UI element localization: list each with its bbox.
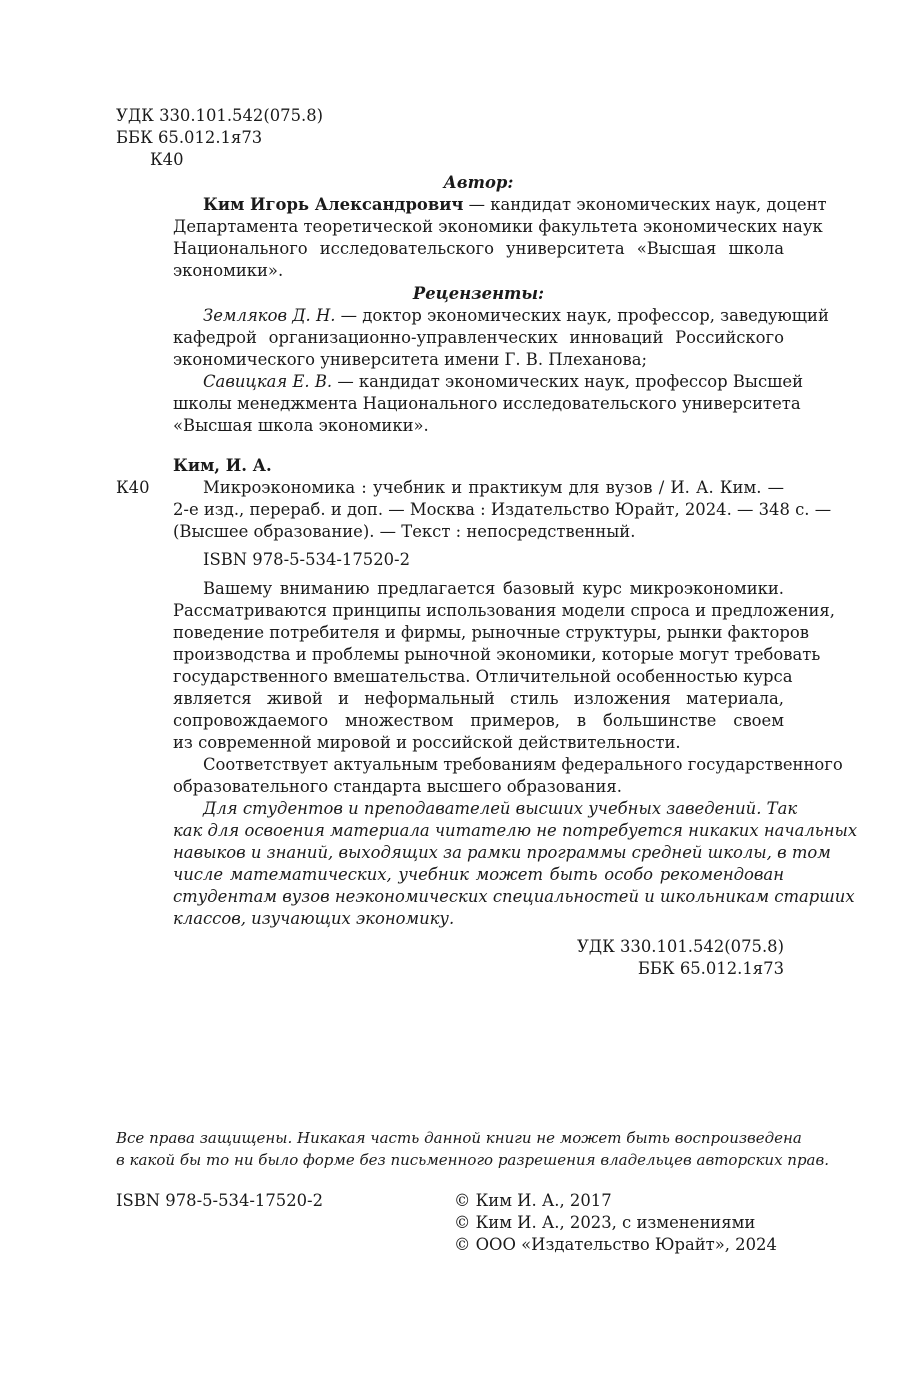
author-line-3: Национального исследовательского университета «Высшая школа xyxy=(173,239,784,258)
reviewer-1-line-2: кафедрой организационно-управленческих инноваций Российского xyxy=(173,328,784,347)
author-line-2: Департамента теоретической экономики факультета экономических наук xyxy=(173,217,823,236)
copyright-line: © Ким И. А., 2017 xyxy=(454,1191,612,1210)
reviewers-heading: Рецензенты: xyxy=(412,284,545,303)
reviewers-section xyxy=(173,283,829,437)
header-codes xyxy=(116,105,323,171)
annotation-udk: УДК 330.101.542(075.8) xyxy=(576,937,784,956)
annotation-p3-line: как для освоения материала читателю не потребуется никаких начальных xyxy=(173,821,858,840)
annotation-p3-line: числе математических, учебник может быть особо рекомендован xyxy=(173,865,784,884)
reviewer-2-line-1: Савицкая Е. В. — кандидат экономических наук, профессор Высшей xyxy=(203,372,803,391)
rights-line-1: Все права защищены. Никакая часть данной книги не может быть воспроизведена xyxy=(116,1129,802,1147)
biblio-heading: Ким, И. А. xyxy=(173,456,272,475)
annotation-p1-line: поведение потребителя и фирмы, рыночные структуры, рынки факторов xyxy=(173,623,809,642)
bbk-code: ББК 65.012.1я73 xyxy=(116,128,263,147)
reviewer-2-name: Савицкая Е. В. xyxy=(203,372,333,391)
annotation-p1-line: производства и проблемы рыночной экономики, которые могут требовать xyxy=(173,645,821,664)
reviewer-1-name: Земляков Д. Н. xyxy=(203,306,336,325)
annotation xyxy=(173,578,858,980)
biblio-line-3: (Высшее образование). — Текст : непосредственный. xyxy=(173,522,636,541)
reviewer-2-line-3: «Высшая школа экономики». xyxy=(173,416,429,435)
author-line-4: экономики». xyxy=(173,261,284,280)
annotation-p3-line: навыков и знаний, выходящих за рамки программы средней школы, в том xyxy=(173,843,831,862)
annotation-p2-line: образовательного стандарта высшего образования. xyxy=(173,777,622,796)
author-name: Ким Игорь Александрович xyxy=(203,195,464,214)
annotation-p1-line: сопровождаемого множеством примеров, в большинстве своем xyxy=(173,711,784,730)
annotation-bbk: ББК 65.012.1я73 xyxy=(637,959,784,978)
annotation-p3-line: классов, изучающих экономику. xyxy=(173,909,455,928)
copyright-line: © ООО «Издательство Юрайт», 2024 xyxy=(454,1235,777,1254)
biblio-line-2: 2-е изд., перераб. и доп. — Москва : Издательство Юрайт, 2024. — 348 с. — xyxy=(173,500,832,519)
biblio-isbn: ISBN 978-5-534-17520-2 xyxy=(203,550,411,569)
annotation-p1-line: государственного вмешательства. Отличительной особенностью курса xyxy=(173,667,793,686)
annotation-p1-line: Рассматриваются принципы использования модели спроса и предложения, xyxy=(173,601,835,620)
udk-code: УДК 330.101.542(075.8) xyxy=(116,106,324,125)
rights-line-2: в какой бы то ни было форме без письменного разрешения владельцев авторских прав. xyxy=(116,1151,829,1169)
biblio-line-1: Микроэкономика : учебник и практикум для вузов / И. А. Ким. — xyxy=(203,478,784,497)
footer-isbn: ISBN 978-5-534-17520-2 xyxy=(116,1191,324,1210)
copyright-block xyxy=(454,1190,777,1256)
annotation-p1-line: из современной мировой и российской действительности. xyxy=(173,733,681,752)
annotation-p3-line: Для студентов и преподавателей высших учебных заведений. Так xyxy=(203,799,798,818)
rights-notice xyxy=(116,1127,829,1171)
biblio-mark: К40 xyxy=(116,478,150,497)
reviewer-1-line-1: Земляков Д. Н. — доктор экономических наук, профессор, заведующий xyxy=(203,306,829,325)
author-line-1: Ким Игорь Александрович — кандидат экономических наук, доцент xyxy=(203,195,827,214)
reviewer-2-line-2: школы менеджмента Национального исследовательского университета xyxy=(173,394,801,413)
copyright-line: © Ким И. А., 2023, с изменениями xyxy=(454,1213,756,1232)
annotation-p1-line: Вашему вниманию предлагается базовый курс микроэкономики. xyxy=(203,579,784,598)
annotation-p2-line: Соответствует актуальным требованиям федерального государственного xyxy=(203,755,843,774)
annotation-p1-line: является живой и неформальный стиль изложения материала, xyxy=(173,689,784,708)
reviewer-1-line-3: экономического университета имени Г. В. Плеханова; xyxy=(173,350,647,369)
author-mark: К40 xyxy=(150,150,184,169)
author-heading: Автор: xyxy=(443,173,514,192)
annotation-p3-line: студентам вузов неэкономических специальностей и школьникам старших xyxy=(173,887,855,906)
biblio-record xyxy=(173,455,832,571)
author-section xyxy=(173,172,827,282)
